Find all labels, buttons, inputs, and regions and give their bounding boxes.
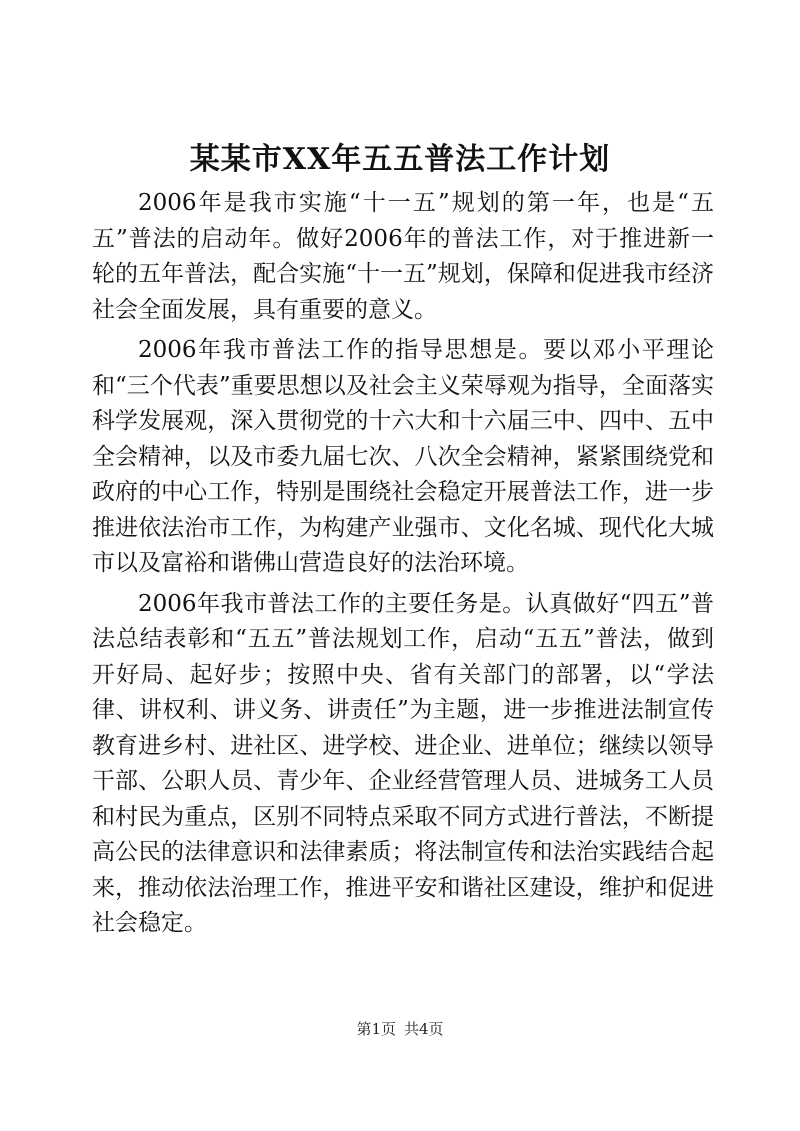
paragraph-guiding-ideology: 2006年我市普法工作的指导思想是。要以邓小平理论和“三个代表”重要思想以及社会主义荣辱观为指导，全面落实科学发展观，深入贯彻党的十六大和十六届三中、四中、五中全会精神，以及市委九届七次、八次全会精神，紧紧围绕党和政府的中心工作，特别是围绕社会稳定开展普法工作，进一步推进依法治市工作，为构建产业强市、文化名城、现代化大城市以及富裕和谐佛山营造良好的法治环境。 — [92, 337, 714, 576]
paragraph-main-tasks: 2006年我市普法工作的主要任务是。认真做好“四五”普法总结表彰和“五五”普法规划工作，启动“五五”普法，做到开好局、起好步；按照中央、省有关部门的部署，以“学法律、讲权利、讲义务、讲责任”为主题，进一步推进法制宣传教育进乡村、进社区、进学校、进企业、进单位；继续以领导干部、公职人员、青少年、企业经营管理人员、进城务工人员和村民为重点，区别不同特点采取不同方式进行普法，不断提高公民的法律意识和法律素质；将法制宣传和法治实践结合起来，推动依法治理工作，推进平安和谐社区建设，维护和促进社会稳定。 — [92, 590, 714, 936]
page-number-current: 第1页 — [356, 1020, 396, 1038]
paragraph-intro: 2006年是我市实施“十一五”规划的第一年，也是“五五”普法的启动年。做好2006年的普法工作，对于推进新一轮的五年普法，配合实施“十一五”规划，保障和促进我市经济社会全面发展，具有重要的意义。 — [92, 190, 714, 323]
document-title: 某某市XX年五五普法工作计划 — [189, 142, 611, 177]
page-number-total: 共4页 — [404, 1020, 444, 1038]
document-body — [92, 186, 714, 947]
page-footer — [0, 1018, 800, 1040]
